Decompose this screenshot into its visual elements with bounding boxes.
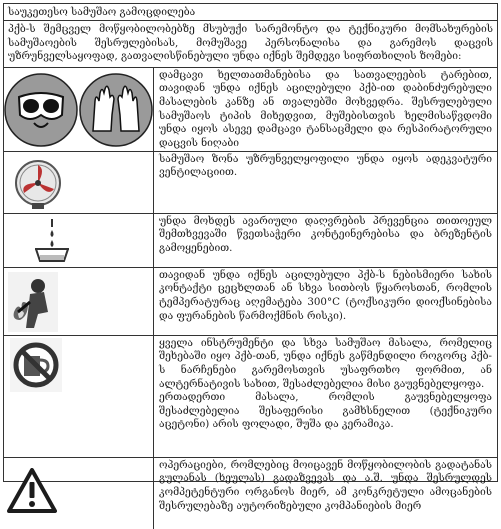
row-paragraph: სამუშაო ზონა უზრუნველყოფილი უნდა იყოს ადეკვატური ვენტილაციით. xyxy=(159,152,492,179)
row-text xyxy=(154,336,497,457)
table-row xyxy=(4,68,497,152)
table-row xyxy=(4,268,497,336)
ventilation-fan-icon xyxy=(12,155,64,211)
row-text xyxy=(154,68,497,151)
table-row xyxy=(4,152,497,214)
row-paragraph: თავიდან უნდა იქნეს აცილებული პქბ-ს ნებისმიერი სახის კონტაქტი ცეცხლთან ან სხვა სითბოს წყაროსთან, რომლის ტემპერატურაც აღემატება 300°C (ტოქსიკური დიოქსინებისა და ფურანების წარმოქმნის რისკი). xyxy=(159,268,492,322)
warning-triangle-icon xyxy=(7,468,57,514)
icon-cell xyxy=(4,458,154,529)
table-row xyxy=(4,336,497,458)
row-text xyxy=(154,152,497,213)
icon-cell xyxy=(4,268,154,335)
no-eating-icon xyxy=(10,338,62,392)
row-paragraph: უნდა მოხდეს ავარიული დაღვრების პრევენცია თითოეულ შემთხვევაში წვეთსაჭერი კონტეინერებისა და ბრეზენტის გამოყენებით. xyxy=(159,214,492,254)
precautions-table xyxy=(3,3,498,512)
table-row xyxy=(4,214,497,268)
table-header: საუკეთესო სამუშაო გამოცდილება xyxy=(4,4,497,21)
icon-cell xyxy=(4,68,154,151)
row-paragraph: დამცავი ხელთათმანებისა და სათვალეების ტარებით, თავიდან უნდა იქნეს აცილებული პქბ-ით დაბინძურებული მასალების კანზე ან თვალებში მოხვედრა. შესრულებული სამუშაოს ტიპის მიხედვით, მუშებისთვის ხელმისაწვდომი უნდა იყოს ასევე დამცავი ტანსაცმელი და რესპირატორული დაცვის ნიღაბი xyxy=(159,68,492,149)
intro-text: პქბ-ს შემცველ მოწყობილობებზე მსუბუქი სარემონტო და ტექნიკური მომსახურების სამუშაოების შესრულებისას, მომუშავე პერსონალისა და გარემოს დაცვის უზრუნველსაყოფად, გათვალისწინებული უნდა იქნეს შემდეგი სიფრთხილის ზომები: xyxy=(4,21,497,68)
gloves-icon xyxy=(79,71,153,149)
row-text xyxy=(154,458,497,529)
row-paragraph: ყველა ინსტრუმენტი და სხვა სამუშაო მასალა, რომელიც შეხებაში იყო პქბ-თან, უნდა იქნეს გაწმენდილი როგორც პქბ-ს ნარჩენები გარემოსთვის უსაფრთხო ფორმით, ან ალტერნატივის სახით, შესაძლებელია მისი გაუვნებელყოფა. xyxy=(159,336,492,390)
icon-cell xyxy=(4,214,154,267)
row-text xyxy=(154,214,497,267)
icon-cell xyxy=(4,152,154,213)
drip-tray-icon xyxy=(32,217,72,265)
fire-hazard-icon xyxy=(8,272,58,332)
row-text xyxy=(154,268,497,335)
goggles-icon xyxy=(4,71,78,149)
row-paragraph: ერთადერთი მასალა, რომლის გაუვნებელყოფა შესაძლებელია შესაფერისი გამხსნელით (ტექნიკური აცეტონი) არის ფოლადი, შუშა და კერამიკა. xyxy=(159,391,492,431)
row-paragraph: ოპერაციები, რომლებიც მოიცავენ მოწყობილობის გადატანას გულანას (ხეულას) გადაზვევას და ა.შ. უნდა შესრულდეს კომპეტენტური ორგანოს მიერ, ამ კონკრეტული ამოცანების შესრულებაზე აუტორიზებული კომპანიების მიერ xyxy=(159,458,492,512)
table-row xyxy=(4,458,497,529)
icon-cell xyxy=(4,336,154,457)
